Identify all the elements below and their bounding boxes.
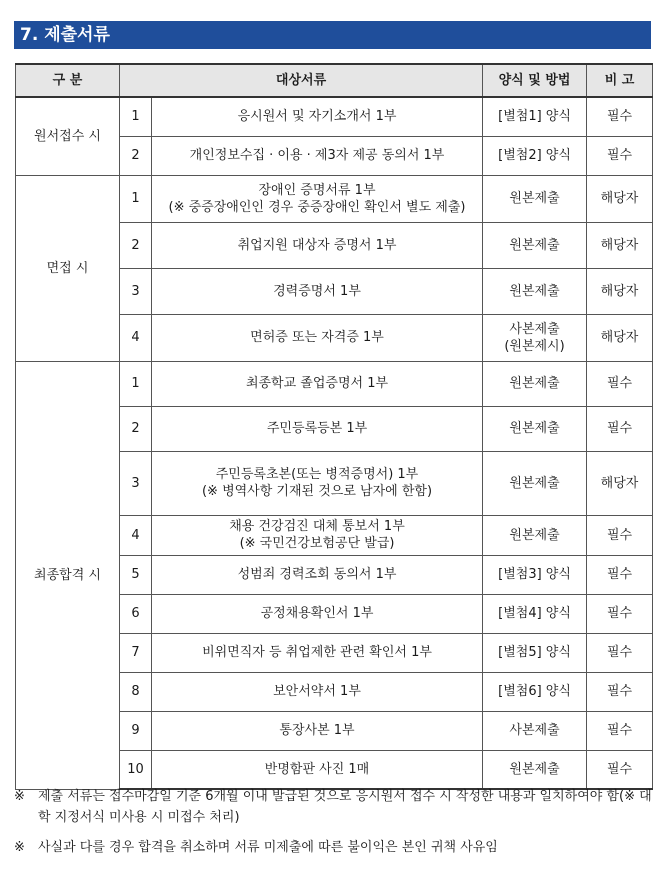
row-number: 10 [127,761,144,777]
method-cell [483,451,587,515]
section-title: 7. 제출서류 [14,21,651,49]
method-value: [별첨1] 양식 [498,109,571,125]
remark-value: 필수 [606,606,633,621]
row-number-cell [120,451,152,515]
row-number: 1 [131,109,140,125]
row-number-cell [120,633,152,672]
method-value: [별첨2] 양식 [498,148,571,163]
document-name: 면허증 또는 자격증 1부 [250,330,384,345]
row-number-cell [120,750,152,789]
method-value: 원본제출 [509,237,560,253]
method-cell [483,175,587,222]
category-cell: 면접 시 [16,175,120,361]
remark-value: 필수 [606,684,633,699]
remark-cell [587,268,653,314]
document-name: 채용 건강검진 대체 통보서 1부 [229,519,405,534]
document-name: 비위면직자 등 취업제한 관련 확인서 1부 [202,645,432,660]
method-value: 원본제출 [509,283,560,299]
document-name: 경력증명서 1부 [273,283,361,299]
table-body [16,97,653,789]
remark-cell [587,515,653,555]
method-cell [483,555,587,594]
note-mark: ※ [14,840,25,855]
remark-cell [587,97,653,136]
remark-cell [587,222,653,268]
header-remark: 비 고 [587,64,653,97]
document-cell [152,314,483,361]
method-value: [별첨5] 양식 [498,645,571,660]
row-number: 2 [131,421,140,436]
document-name: 주민등록등본 1부 [266,421,368,436]
method-cell [483,361,587,406]
method-value: [별첨3] 양식 [498,567,571,582]
row-number: 9 [131,723,140,738]
method-cell [483,515,587,555]
method-cell [483,406,587,451]
notes [14,786,659,858]
remark-value: 필수 [606,761,633,777]
document-cell [152,515,483,555]
document-cell [152,594,483,633]
document-name: 응시원서 및 자기소개서 1부 [237,109,397,125]
document-name: 주민등록초본(또는 병적증명서) 1부 [215,467,419,482]
row-number-cell [120,555,152,594]
method-cell [483,633,587,672]
row-number: 8 [131,684,140,699]
row-number: 3 [131,475,140,491]
note-item [14,786,659,828]
document-cell [152,175,483,222]
method-cell [483,222,587,268]
remark-cell [587,711,653,750]
method-value: [별첨4] 양식 [498,606,571,621]
remark-value: 해당자 [600,191,639,206]
method-cell [483,750,587,789]
remark-value: 필수 [606,421,633,436]
document-cell [152,97,483,136]
remark-value: 필수 [606,723,633,738]
row-number-cell [120,268,152,314]
method-value: 원본제출 [509,475,560,491]
row-number-cell [120,594,152,633]
row-number-cell [120,711,152,750]
documents-table [15,63,653,790]
method-value: 원본제출 [509,376,560,391]
document-cell [152,451,483,515]
document-name: 개인정보수집 · 이용 · 제3자 제공 동의서 1부 [189,148,445,163]
row-number-cell [120,515,152,555]
method-cell [483,672,587,711]
row-number: 7 [131,645,140,660]
method-cell [483,268,587,314]
remark-value: 필수 [606,645,633,660]
document-cell [152,711,483,750]
document-name: 장애인 증명서류 1부 [258,182,376,198]
table-row [16,97,653,136]
table-row [16,175,653,222]
document-cell [152,222,483,268]
method-cell [483,136,587,175]
remark-cell [587,672,653,711]
document-name: 취업지원 대상자 증명서 1부 [237,237,397,253]
document-name: 최종학교 졸업증명서 1부 [245,376,389,391]
row-number-cell [120,136,152,175]
method-value: 원본제출 [509,527,560,543]
row-number: 5 [131,567,140,582]
document-note: (※ 국민건강보험공단 발급) [239,536,395,551]
note-mark: ※ [14,789,25,804]
row-number: 2 [131,237,140,253]
method-note: (원본제시) [504,338,565,354]
row-number: 1 [131,191,140,206]
remark-cell [587,633,653,672]
remark-cell [587,314,653,361]
method-value: 원본제출 [509,761,560,777]
row-number: 2 [131,148,140,163]
remark-value: 필수 [606,567,633,582]
method-value: 사본제출 [509,723,560,738]
remark-value: 해당자 [600,330,639,345]
row-number: 4 [131,527,140,543]
row-number: 3 [131,283,140,299]
document-cell [152,268,483,314]
remark-cell [587,594,653,633]
remark-value: 필수 [606,376,633,391]
remark-cell [587,555,653,594]
remark-cell [587,451,653,515]
document-name: 반명함판 사진 1매 [264,761,370,777]
row-number-cell [120,222,152,268]
table-row [16,361,653,406]
row-number: 4 [131,330,140,345]
remark-cell [587,361,653,406]
row-number-cell [120,175,152,222]
method-cell [483,314,587,361]
method-value: 원본제출 [509,191,560,206]
document-cell [152,406,483,451]
remark-cell [587,175,653,222]
row-number-cell [120,361,152,406]
row-number-cell [120,406,152,451]
method-cell [483,711,587,750]
remark-cell [587,406,653,451]
row-number: 6 [131,606,140,621]
document-name: 성범죄 경력조회 동의서 1부 [237,567,397,582]
document-cell [152,136,483,175]
note-text: 사실과 다를 경우 합격을 취소하며 서류 미제출에 따른 불이익은 본인 귀책 사유임 [38,840,498,855]
document-cell [152,555,483,594]
category-cell: 최종합격 시 [16,361,120,789]
row-number-cell [120,97,152,136]
remark-value: 해당자 [600,475,639,491]
document-cell [152,361,483,406]
table-header-row [16,64,653,97]
note-item [14,837,659,858]
document-cell [152,633,483,672]
note-text: 제출 서류는 접수마감일 기준 6개월 이내 발급된 것으로 응시원서 접수 시 작성한 내용과 일치하여야 함(※ 대학 지정서식 미사용 시 미접수 처리) [38,789,652,825]
remark-value: 해당자 [600,237,639,253]
document-cell [152,672,483,711]
row-number-cell [120,314,152,361]
method-value: 사본제출 [509,321,560,337]
row-number: 1 [131,376,140,391]
document-name: 통장사본 1부 [279,723,355,738]
remark-value: 해당자 [600,283,639,299]
document-cell [152,750,483,789]
document-note: (※ 중증장애인인 경우 중증장애인 확인서 별도 제출) [168,199,466,215]
document-note: (※ 병역사항 기재된 것으로 남자에 한함) [201,484,433,499]
remark-cell [587,136,653,175]
header-document: 대상서류 [120,64,483,97]
remark-value: 필수 [606,527,633,543]
row-number-cell [120,672,152,711]
method-value: 원본제출 [509,421,560,436]
remark-value: 필수 [606,109,633,125]
header-category: 구 분 [16,64,120,97]
document-name: 공정채용확인서 1부 [260,606,374,621]
method-cell [483,594,587,633]
category-cell: 원서접수 시 [16,97,120,175]
remark-value: 필수 [606,148,633,163]
method-value: [별첨6] 양식 [498,684,571,699]
header-method: 양식 및 방법 [483,64,587,97]
remark-cell [587,750,653,789]
method-cell [483,97,587,136]
document-name: 보안서약서 1부 [273,684,361,699]
